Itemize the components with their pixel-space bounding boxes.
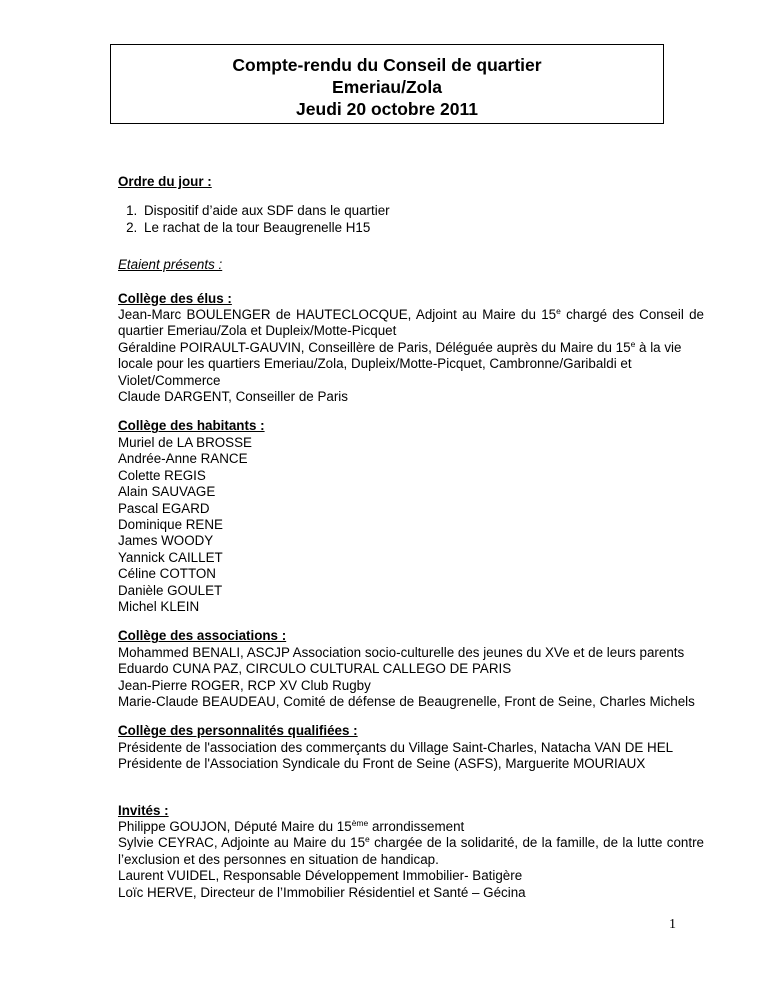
elus-section bbox=[118, 291, 704, 406]
invite-entry: Laurent VUIDEL, Responsable Développement Immobilier- Batigère bbox=[118, 868, 523, 884]
personnalites-section bbox=[118, 723, 704, 772]
personnalite-entry: Présidente de l'association des commerçants du Village Saint-Charles, Natacha VAN DE HEL bbox=[118, 739, 674, 755]
habitant-name: Céline COTTON bbox=[118, 566, 216, 582]
invite-entry: Philippe GOUJON, Député Maire du 15ème arrondissement bbox=[118, 818, 465, 834]
habitant-name: Dominique RENE bbox=[118, 516, 223, 532]
invites-heading: Invités : bbox=[118, 802, 169, 818]
elus-entry: Jean-Marc BOULENGER de HAUTECLOCQUE, Adjoint au Maire du 15e chargé des Conseil de quartier Emeriau/Zola et Dupleix/Motte-Picquet bbox=[118, 306, 704, 339]
association-entry: Jean-Pierre ROGER, RCP XV Club Rugby bbox=[118, 677, 371, 693]
habitants-section bbox=[118, 418, 704, 615]
elus-entry: Claude DARGENT, Conseiller de Paris bbox=[118, 389, 348, 405]
habitant-name: James WOODY bbox=[118, 533, 214, 549]
habitant-name: Colette REGIS bbox=[118, 467, 206, 483]
habitant-name: Andrée-Anne RANCE bbox=[118, 451, 248, 467]
habitant-name: Muriel de LA BROSSE bbox=[118, 434, 252, 450]
agenda-heading: Ordre du jour : bbox=[118, 174, 212, 189]
personnalite-entry: Présidente de l'Association Syndicale du Front de Seine (ASFS), Marguerite MOURIAUX bbox=[118, 756, 646, 772]
association-entry: Eduardo CUNA PAZ, CIRCULO CULTURAL CALLEGO DE PARIS bbox=[118, 661, 512, 677]
elus-entry: Géraldine POIRAULT-GAUVIN, Conseillère de Paris, Déléguée auprès du Maire du 15e à la vie locale pour les quartiers Emeriau/Zola, Dupleix/Motte-Picquet, Cambronne/Garibaldi et Violet/Commerce bbox=[118, 338, 682, 388]
present-heading: Etaient présents : bbox=[118, 257, 223, 273]
associations-section bbox=[118, 628, 704, 710]
habitant-name: Yannick CAILLET bbox=[118, 549, 223, 565]
title-line-2: Emeriau/Zola bbox=[332, 77, 442, 97]
agenda-item: 2. Le rachat de la tour Beaugrenelle H15 bbox=[141, 220, 704, 236]
association-entry: Mohammed BENALI, ASCJP Association socio-culturelle des jeunes du XVe et de leurs parents bbox=[118, 644, 685, 660]
association-entry: Marie-Claude BEAUDEAU, Comité de défense de Beaugrenelle, Front de Seine, Charles Michels bbox=[118, 693, 695, 709]
page-number: 1 bbox=[669, 917, 676, 932]
agenda-item: 1. Dispositif d’aide aux SDF dans le quartier bbox=[141, 203, 704, 219]
title-line-1: Compte-rendu du Conseil de quartier bbox=[232, 55, 542, 75]
invite-entry: Sylvie CEYRAC, Adjointe au Maire du 15e chargée de la solidarité, de la famille, de la lutte contre l’exclusion et des personnes en situation de handicap. bbox=[118, 834, 704, 867]
agenda-section bbox=[118, 174, 704, 236]
invite-entry: Loïc HERVE, Directeur de l’Immobilier Résidentiel et Santé – Gécina bbox=[118, 884, 526, 900]
elus-heading: Collège des élus : bbox=[118, 290, 232, 306]
habitant-name: Michel KLEIN bbox=[118, 598, 200, 614]
associations-heading: Collège des associations : bbox=[118, 628, 287, 644]
title-line-3: Jeudi 20 octobre 2011 bbox=[296, 99, 478, 119]
invites-section bbox=[118, 803, 704, 901]
habitant-name: Danièle GOULET bbox=[118, 582, 223, 598]
document-body bbox=[118, 174, 704, 901]
habitants-heading: Collège des habitants : bbox=[118, 418, 265, 434]
personnalites-heading: Collège des personnalités qualifiées : bbox=[118, 723, 358, 739]
title-box bbox=[110, 44, 664, 124]
agenda-list bbox=[118, 203, 704, 236]
habitant-name: Alain SAUVAGE bbox=[118, 484, 216, 500]
habitant-name: Pascal EGARD bbox=[118, 500, 210, 516]
